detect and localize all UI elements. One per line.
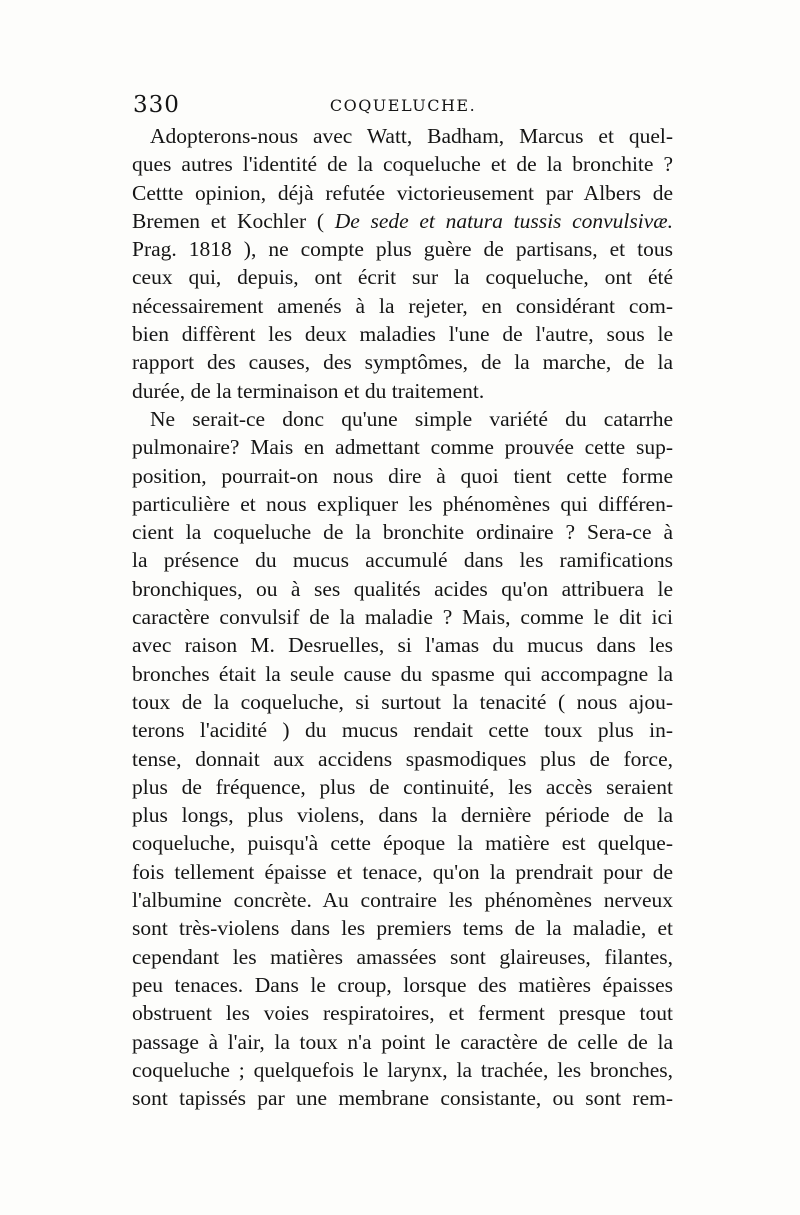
text-line: Ne serait-ce donc qu'une simple variété du catarrhe (150, 406, 673, 431)
text-line: passage à l'air, la toux n'a point le caractère de celle de la (132, 1029, 673, 1054)
running-title: COQUELUCHE. (329, 96, 477, 115)
text-line: ceux qui, depuis, ont écrit sur la coqueluche, ont été (132, 265, 673, 290)
text-line: pulmonaire? Mais en admettant comme prouvée cette sup- (132, 435, 673, 460)
text-line: sont tapissés par une membrane consistante, ou sont rem- (132, 1086, 673, 1111)
text-line: bronches était la seule cause du spasme qui accompagne la (132, 661, 673, 686)
text-line: l'albumine concrète. Au contraire les phénomènes nerveux (132, 888, 673, 913)
text-line: caractère convulsif de la maladie ? Mais, comme le dit ici (132, 605, 673, 630)
running-head (133, 92, 673, 122)
text-line: coqueluche, puisqu'à cette époque la matière est quelque- (132, 831, 673, 856)
text-line: bien diffèrent les deux maladies l'une de l'autre, sous le (132, 322, 673, 347)
text-line: Adopterons-nous avec Watt, Badham, Marcus et quel- (150, 124, 673, 148)
text-line: particulière et nous expliquer les phénomènes qui différen- (132, 491, 673, 516)
text-line: plus longs, plus violens, dans la dernière période de la (132, 803, 673, 828)
text-line: bronchiques, ou à ses qualités acides qu'on attribuera le (132, 576, 673, 601)
text-line (132, 207, 673, 235)
text-line: avec raison M. Desruelles, si l'amas du mucus dans les (132, 633, 673, 658)
italic-title: De sede et natura tussis convulsivæ. (334, 208, 673, 233)
text-run: Bremen et Kochler ( (132, 208, 335, 233)
text-line: rapport des causes, des symptômes, de la marche, de la (132, 350, 673, 375)
text-line: toux de la coqueluche, si surtout la tenacité ( nous ajou- (132, 689, 673, 714)
text-line: sont très-violens dans les premiers tems de la maladie, et (132, 916, 673, 941)
text-line: ques autres l'identité de la coqueluche et de la bronchite ? (132, 152, 673, 177)
text-line: obstruent les voies respiratoires, et ferment presque tout (132, 1001, 673, 1026)
body-text (132, 122, 673, 1112)
text-line: Cettte opinion, déjà refutée victorieusement par Albers de (132, 180, 673, 205)
text-line: coqueluche ; quelquefois le larynx, la trachée, les bronches, (132, 1057, 673, 1082)
text-line: tense, donnait aux accidens spasmodiques plus de force, (132, 746, 673, 771)
text-line: cient la coqueluche de la bronchite ordinaire ? Sera-ce à (132, 520, 673, 545)
text-line: la présence du mucus accumulé dans les ramifications (132, 548, 673, 573)
text-line: peu tenaces. Dans le croup, lorsque des matières épaisses (132, 972, 673, 997)
text-line: fois tellement épaisse et tenace, qu'on la prendrait pour de (132, 859, 673, 884)
text-line: terons l'acidité ) du mucus rendait cette toux plus in- (132, 718, 673, 743)
text-line: Prag. 1818 ), ne compte plus guère de partisans, et tous (132, 237, 673, 262)
page-number: 330 (133, 92, 180, 118)
text-line: cependant les matières amassées sont glaireuses, filantes, (132, 944, 673, 969)
text-line: durée, de la terminaison et du traitement. (132, 378, 485, 403)
text-line: plus de fréquence, plus de continuité, les accès seraient (132, 774, 673, 799)
text-line: nécessairement amenés à la rejeter, en considérant com- (132, 293, 673, 318)
text-line: position, pourrait-on nous dire à quoi tient cette forme (132, 463, 673, 488)
